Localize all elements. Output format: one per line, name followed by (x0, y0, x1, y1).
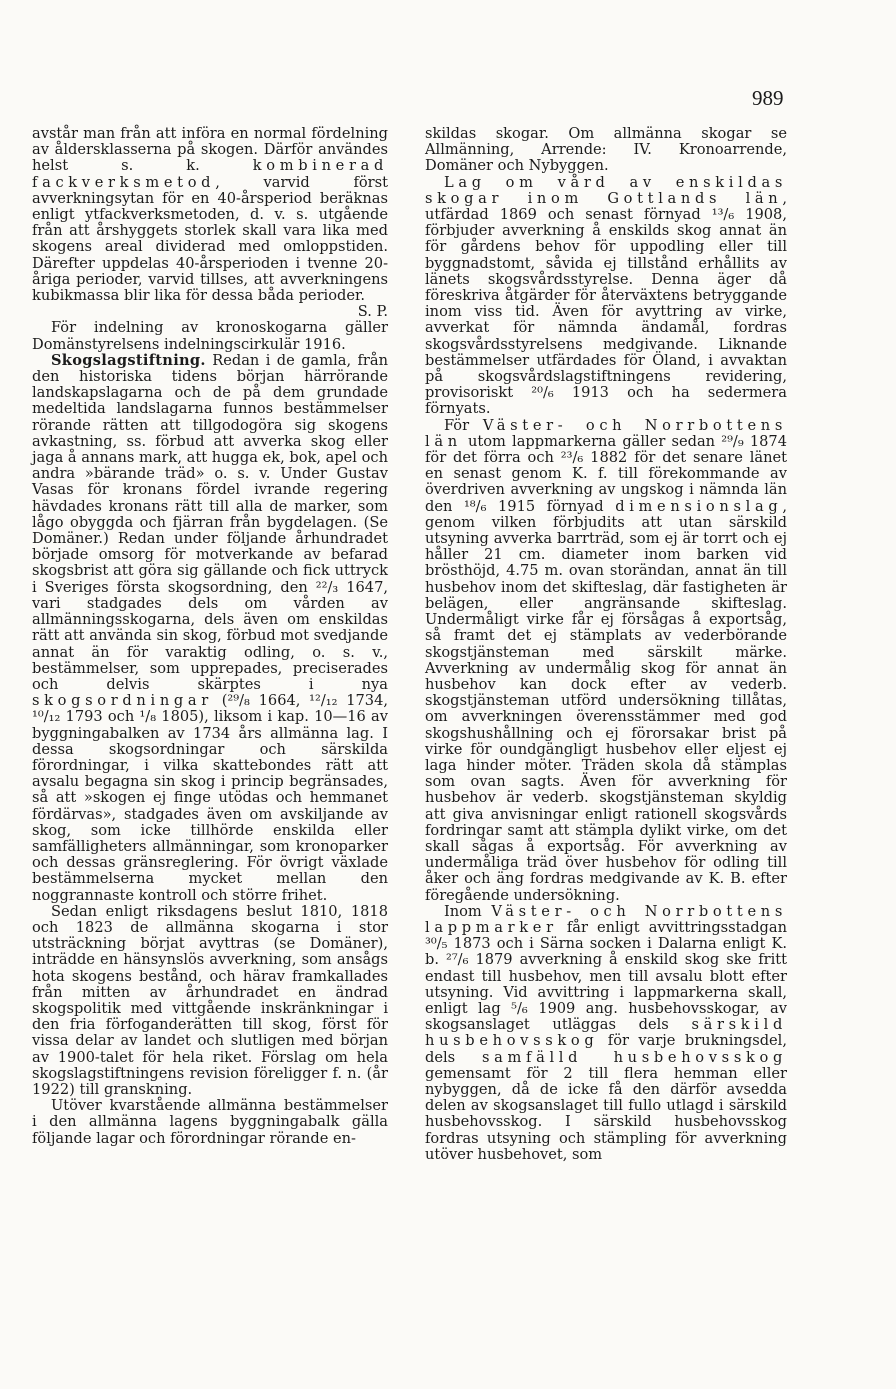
right-paragraph-1: skildas skogar. Om allmänna skogar se Allmänning, Arrende: IV. Kronoarrende, Domäner och Nybyggen. (425, 125, 787, 175)
left-paragraph-1 (32, 126, 388, 304)
text-run: Redan i de gamla, från den historiska tidens början härrörande landskapslagarna och de på dem grundade medeltida landslagarna funnos bestämmelser rörande rätten att tillgodogöra sig skogens avkastning, ss. förbud att avverka skog eller jaga å annans mark, att hugga ek, bok, apel och andra »bärande träd» o. s. v. Under Gustav Vasas för kronans fördel ivrande regering hävdades kronans rätt till alla de marker, som lågo obyggda och fjärran från bygdelagen. (Se Domäner.) Redan under följande århundradet började omsorg för motverkande av befarad skogsbrist att göra sig gällande och fick uttryck i Sveriges första skogsordning, den ²²/₃ 1647, vari stadgades dels om vården av allmänningsskogarna, dels även om enskildas rätt att använda sin skog, förbud mot svedjande annat än för varaktig odling, o. s. v., bestämmelser, som upprepades, preciserades och delvis skärptes i nya (32, 351, 388, 693)
right-column (425, 126, 787, 1163)
spaced-term: Lag om vård av enskildas skogar inom Gottlands län (425, 173, 787, 207)
spaced-term: skogsordningar (32, 692, 213, 710)
left-column (32, 126, 388, 1147)
text-run: (²⁹/₈ 1664, ¹²/₁₂ 1734, ¹⁰/₁₂ 1793 och ¹/₈ 1805), liksom i kap. 10—16 av byggningabalken av 1734 års allmänna lag. I dessa skogsordningar och särskilda förordningar, i vilka skattebondes rätt att avsalu begagna sin skog i princip begränsades, så att »skogen ej finge utödas och hemmanet fördärvas», stadgades även om avskiljande av skog, som icke tillhörde enskilda eller samfälligheters allmänningar, som kronoparker och dessas gränsreglering. För övrigt växlade bestämmelserna mycket mellan den noggrannaste kontroll och större frihet. (32, 692, 388, 904)
text-run: avstår man från att införa en normal fördelning av åldersklasserna på skogen. Därför användes helst s. k. (32, 125, 388, 175)
text-run: , varvid först avverkningsytan för en 40-årsperiod beräknas enligt ytfackverksmetoden, d. v. s. utgående från att årshyggets storlek skall vara lika med skogens areal dividerad med omloppstiden. Därefter uppdelas 40-årsperioden i tvenne 20-åriga perioder, varvid tillses, att avverkningens kubikmassa blir lika för dessa båda perioder. (32, 173, 388, 305)
text-run: Inom (443, 902, 492, 920)
left-paragraph-3 (32, 353, 388, 904)
text-run: , utfärdad 1869 och senast förnyad ¹³/₆ 1908, förbjuder avverkning å enskilds skog annat än för gårdens behov för uppodling eller till byggnadstomt, såvida ej tillstånd erhållits av länets skogsvårdsstyrelse. Denna äger då föreskriva åtgärder för återväxtens betryggande inom viss tid. Även för avyttring av virke, avverkat för nämnda ändamål, fordras skogsvårdsstyrelsens medgivande. Liknande bestämmelser utfärdades för Öland, i avvaktan på skogsvårdslagstiftningens revidering, provisoriskt ²⁰/₆ 1913 och ha sedermera förnyats. (425, 189, 787, 418)
spaced-term: dimensionslag (615, 497, 783, 515)
right-paragraph-3 (425, 418, 787, 904)
spaced-term: Väster- och Norrbottens lappmarker (425, 902, 787, 936)
left-paragraph-2: För indelning av kronoskogarna gäller Domänstyrelsens indelningscirkulär 1916. (32, 319, 388, 353)
right-paragraph-4 (425, 904, 787, 1163)
spaced-term: kombinerad fackverksmetod (32, 157, 388, 191)
text-run: utom lappmarkerna gäller sedan ²⁹/₉ 1874 för det förra och ²³/₆ 1882 för det senare länet en senast genom K. f. till förekommande av överdriven avverkning av ungskog i nämnda län den ¹⁸/₆ 1915 förnyad (425, 432, 787, 515)
section-heading: Skogslagstiftning. (50, 351, 206, 369)
text-run: , genom vilken förbjudits att utan särskild utsyning avverka barrträd, som ej är torrt och ej håller 21 cm. diameter inom barken vid brösthöjd, 4.75 m. ovan storändan, annat än till husbehov inom det skifteslag, där fastigheten är belägen, eller angränsande skifteslag. Undermåligt virke får ej försågas å exportsåg, så framt det ej stämplats av vederbörande skogstjänsteman med särskilt märke. Avverkning av undermålig skog för annat än husbehov kan dock efter av vederb. skogstjänsteman utförd undersökning tillåtas, om avverkningen överensstämmer med god skogshushållning och ej förorsakar brist på virke för oundgängligt husbehov eller eljest ej laga hinder möter. Träden skola då stämplas som ovan sagts. Även för avverkning för husbehov är vederb. skogstjänsteman skyldig att giva anvisningar enligt rationell skogsvårds fordringar samt att stämpla dylikt virke, om det skall sågas å exportsåg. För avverkning av undermåliga träd över husbehov för odling till åker och äng fordras medgivande av K. B. efter föregående undersökning. (425, 497, 787, 904)
text-run: för varje brukningsdel, dels (425, 1032, 787, 1066)
left-paragraph-4: Sedan enligt riksdagens beslut 1810, 1818 och 1823 de allmänna skogarna i stor utsträckning börjat avyttras (se Domäner), inträdde en hänsynslös avverkning, som ansågs hota skogens bestånd, och härav framkallades från mitten av århundradet en ändrad skogspolitik med vittgående inskränkningar i den fria förfoganderätten till skog, först för vissa delar av landet och slutligen med början av 1900-talet för hela riket. Förslag om hela skogslagstiftningens revision föreligger f. n. (år 1922) till granskning. (32, 902, 388, 1098)
spaced-term: Väster- och Norrbottens län (425, 416, 787, 450)
spaced-term: samfälld husbehovsskog (481, 1048, 787, 1066)
text-run: gemensamt för 2 till flera hemman eller nybyggen, då de icke få den därför avsedda delen av skogsanslaget till fullo utlagd i särskild husbehovsskog. I särskild husbehovsskog fordras utsyning och stämpling för avverkning utöver husbehovet, som (425, 1064, 787, 1163)
text-run: får enligt avvittringsstadgan ³⁰/₅ 1873 och i Särna socken i Dalarna enligt K. b. ²⁷/₆ 1879 avverkning å enskild skog ske fritt endast till husbehov, men till avsalu blott efter utsyning. Vid avvittring i lappmarkerna skall, enligt lag ⁵/₆ 1909 ang. husbehovsskogar, av skogsanslaget utläggas dels (425, 918, 787, 1034)
left-paragraph-5: Utöver kvarstående allmänna bestämmelser i den allmänna lagens byggningabalk gälla följande lagar och förordningar rörande en- (32, 1097, 388, 1147)
spaced-term: särskild husbehovsskog (425, 1016, 787, 1050)
right-paragraph-2 (425, 175, 787, 418)
text-run: För (443, 416, 483, 434)
signature: S. P. (357, 303, 388, 321)
page-number: 989 (752, 86, 784, 110)
